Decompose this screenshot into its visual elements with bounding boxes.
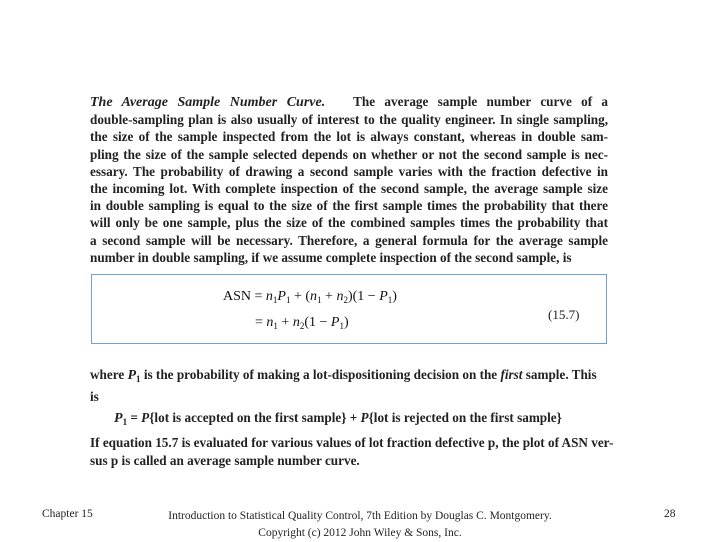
- equation-lhs: ASN: [223, 289, 252, 304]
- paragraph-line: the incoming lot. With complete inspection of the second sample, the average sample size: [90, 181, 608, 197]
- equation-box: [91, 274, 607, 344]
- paragraph-line: double-sampling plan is also usually of interest to the quality engineer. In single sampling,: [90, 112, 608, 128]
- where-line-3: If equation 15.7 is evaluated for various values of lot fraction defective p, the plot of ASN ver-: [90, 435, 614, 450]
- where-line-4: sus p is called an average sample number curve.: [90, 453, 360, 468]
- paragraph-line: The Average Sample Number Curve. The average sample number curve of a: [90, 94, 608, 110]
- page-number: 28: [664, 508, 676, 520]
- paragraph-line: in double sampling is equal to the size of the first sample times the probability that there: [90, 198, 608, 214]
- paragraph-line: number in double sampling, if we assume complete inspection of the second sample, is: [90, 249, 572, 265]
- equation-number: (15.7): [548, 307, 580, 322]
- paragraph-line: essary. The probability of drawing a second sample varies with the fraction defective in: [90, 163, 608, 179]
- citation-line-1: Introduction to Statistical Quality Control, 7th Edition by Douglas C. Montgomery.: [168, 510, 552, 522]
- paragraph-line: the size of the sample inspected from the lot is always constant, whereas in double sam-: [90, 129, 608, 145]
- citation-line-2: Copyright (c) 2012 John Wiley & Sons, Inc.: [258, 527, 462, 539]
- paragraph-line: will only be one sample, plus the size of the combined samples times the probability that: [90, 215, 608, 231]
- section-heading: The Average Sample Number Curve.: [90, 95, 326, 110]
- footer-citation: [140, 508, 580, 542]
- body-paragraph: [90, 93, 608, 266]
- where-line-1: where $P_1$ is the probability of making a lot-dispositioning decision on the first sample. This is: [90, 367, 597, 404]
- paragraph-line: a second sample will be necessary. Therefore, a general formula for the average sample: [90, 232, 608, 248]
- paragraph-line: pling the size of the sample selected depends on whether or not the second sample is nec-: [90, 146, 608, 162]
- equation-line-2: = $n_1 + n_2(1 - P_1)$: [255, 315, 349, 331]
- equation-line-1: ASN = $n_1P_1 + (n_1 + n_2)(1 - P_1)$: [223, 289, 397, 305]
- where-block: [90, 366, 614, 470]
- footer-chapter: Chapter 15: [42, 508, 93, 520]
- where-line-2: $P_1 = P\{lot$ is accepted on the first sample} + P{lot is rejected on the first sample}: [114, 410, 562, 427]
